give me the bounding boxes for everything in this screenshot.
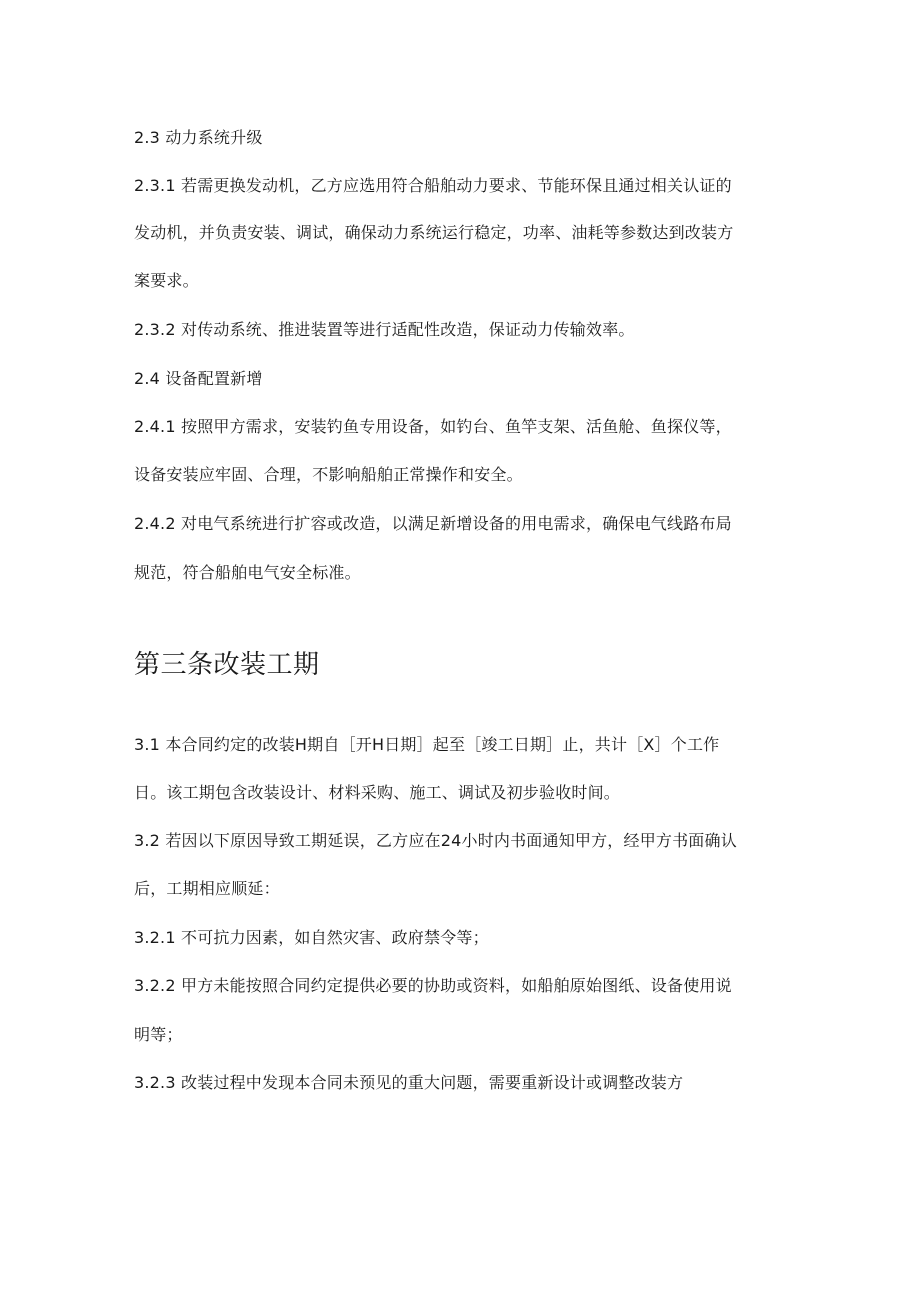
clause-3-2-line-1: 3.2 若因以下原因导致工期延误，乙方应在24小时内书面通知甲方，经甲方书面确认 bbox=[134, 831, 737, 850]
clause-3-2-1: 3.2.1 不可抗力因素，如自然灾害、政府禁令等； bbox=[134, 928, 489, 947]
clause-3-2-2-line-1: 3.2.2 甲方未能按照合同约定提供必要的协助或资料，如船舶原始图纸、设备使用说 bbox=[134, 976, 732, 995]
article-heading-3: 第三条改装工期 bbox=[134, 650, 320, 680]
clause-2-3-1-line-3: 案要求。 bbox=[134, 271, 199, 290]
clause-2-4-1-line-1: 2.4.1 按照甲方需求，安装钓鱼专用设备，如钓台、鱼竿支架、活鱼舱、鱼探仪等， bbox=[134, 417, 732, 436]
clause-3-2-2-line-2: 明等； bbox=[134, 1025, 183, 1044]
clause-3-1-line-2: 日。该工期包含改装设计、材料采购、施工、调试及初步验收时间。 bbox=[134, 783, 621, 802]
clause-2-4-2-line-1: 2.4.2 对电气系统进行扩容或改造，以满足新增设备的用电需求，确保电气线路布局 bbox=[134, 514, 732, 533]
clause-3-2-line-2: 后，工期相应顺延： bbox=[134, 879, 280, 898]
clause-2-3-1-line-1: 2.3.1 若需更换发动机，乙方应选用符合船舶动力要求、节能环保且通过相关认证的 bbox=[134, 176, 732, 195]
section-heading-2-3: 2.3 动力系统升级 bbox=[134, 128, 263, 147]
clause-2-3-1-line-2: 发动机，并负责安装、调试，确保动力系统运行稳定，功率、油耗等参数达到改装方 bbox=[134, 223, 734, 242]
clause-2-4-1-line-2: 设备安装应牢固、合理，不影响船舶正常操作和安全。 bbox=[134, 465, 523, 484]
clause-3-2-3-line-1: 3.2.3 改装过程中发现本合同未预见的重大问题，需要重新设计或调整改装方 bbox=[134, 1073, 684, 1092]
clause-2-3-2: 2.3.2 对传动系统、推进装置等进行适配性改造，保证动力传输效率。 bbox=[134, 320, 635, 339]
clause-3-1-line-1: 3.1 本合同约定的改装H期自［开H日期］起至［竣工日期］止，共计［X］个工作 bbox=[134, 735, 720, 754]
section-heading-2-4: 2.4 设备配置新增 bbox=[134, 369, 263, 388]
clause-2-4-2-line-2: 规范，符合船舶电气安全标准。 bbox=[134, 563, 361, 582]
